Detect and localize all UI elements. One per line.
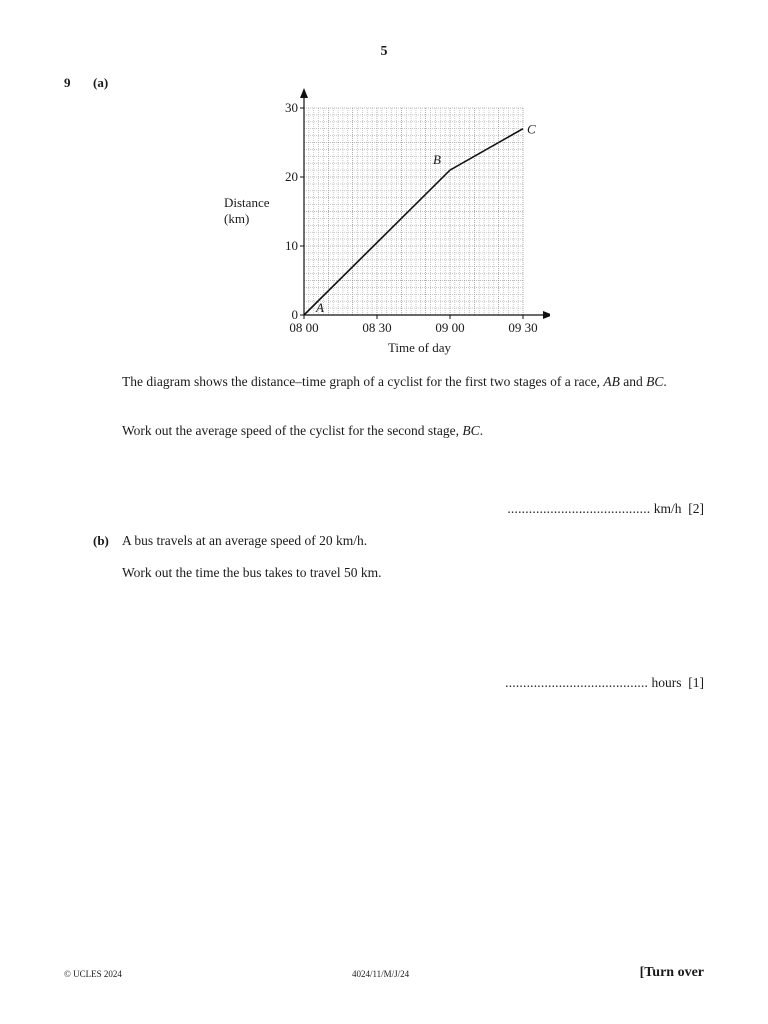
x-tick-label: 08 00 [289,320,319,335]
y-axis-label-unit: (km) [224,211,250,226]
y-axis-label: Distance [224,195,270,210]
description-text: The diagram shows the distance–time graph of a cyclist for the first two stages of a race, [122,374,604,389]
answer-unit-b: hours [651,675,682,690]
answer-unit-a: km/h [653,501,682,516]
y-tick-label: 0 [291,307,298,322]
question-description [122,374,704,390]
x-axis-arrow [543,311,550,319]
y-tick-label: 10 [285,238,298,253]
part-b-label: (b) [93,533,109,548]
point-label-b: B [433,152,441,168]
part-b-instruction: Work out the time the bus takes to travel 50 km. [122,565,382,580]
marks-a: [2] [688,501,704,516]
answer-line-a[interactable] [507,501,704,517]
point-label-a: A [316,300,324,315]
grid-lines [304,108,523,315]
marks-b: [1] [688,675,704,690]
footer-paper-code: 4024/11/M/J/24 [352,969,410,979]
page-number: 5 [380,44,388,59]
x-tick-label: 08 30 [362,320,392,335]
footer-copyright: © UCLES 2024 [64,969,122,979]
y-tick-label: 30 [285,100,298,115]
part-b-statement: A bus travels at an average speed of 20 km/h. [122,533,368,548]
point-label-c: C [527,121,536,137]
x-tick-label: 09 00 [435,320,465,335]
description-end: . [663,374,667,389]
turn-over-label: [Turn over [639,965,704,980]
answer-dots-b: ........................................ [505,675,649,690]
y-tick-label: 20 [285,169,298,184]
question-instruction [122,423,704,439]
instruction-end: . [479,423,484,438]
distance-time-graph [210,85,550,360]
segment-bc-label: BC [646,374,664,389]
instruction-bc-label: BC [462,423,480,438]
description-and: and [619,374,647,389]
segment-ab-label: AB [603,374,620,389]
answer-dots-a: ........................................ [507,501,651,516]
x-tick-label: 09 30 [508,320,538,335]
x-axis-label: Time of day [387,340,452,355]
instruction-text: Work out the average speed of the cyclist for the second stage, [122,423,463,438]
cyclist-line [304,129,523,315]
y-axis-arrow [300,88,308,98]
answer-line-b[interactable] [505,675,704,691]
part-a-label: (a) [93,75,109,90]
question-number: 9 [64,75,71,90]
